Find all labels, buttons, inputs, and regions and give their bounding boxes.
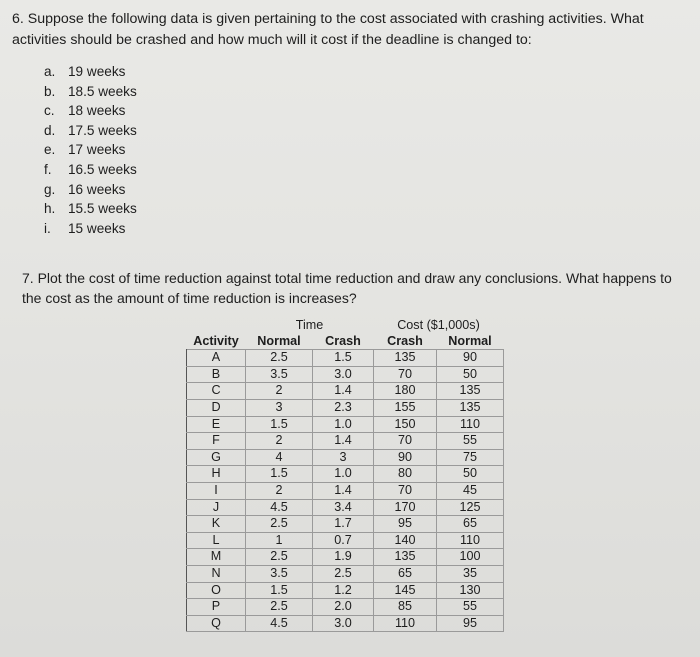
cell-time-crash: 2.0 [313, 599, 374, 616]
cell-cost-normal: 35 [437, 565, 504, 582]
deadline-item [44, 180, 137, 200]
deadline-item [44, 101, 137, 121]
cell-activity: C [187, 383, 246, 400]
cell-cost-crash: 65 [374, 565, 437, 582]
table-row [187, 615, 504, 632]
table-row [187, 383, 504, 400]
header-cost-normal: Normal [448, 333, 492, 348]
cell-time-crash: 3.0 [313, 615, 374, 632]
cell-activity: K [187, 516, 246, 533]
table-header-row [187, 334, 504, 350]
cell-time-crash: 0.7 [313, 532, 374, 549]
cell-time-crash: 1.0 [313, 416, 374, 433]
cell-cost-normal: 50 [437, 466, 504, 483]
cell-time-normal: 4 [246, 449, 313, 466]
cell-time-crash: 1.7 [313, 516, 374, 533]
cell-cost-normal: 65 [437, 516, 504, 533]
cell-cost-crash: 70 [374, 482, 437, 499]
cell-time-crash: 1.5 [313, 350, 374, 367]
cell-cost-normal: 75 [437, 449, 504, 466]
cell-time-crash: 1.4 [313, 482, 374, 499]
question-6-text: 6. Suppose the following data is given pertaining to the cost associated with crashing activities. What activities should be crashed and how much will it cost if the deadline is changed to: [12, 11, 644, 48]
deadline-item-text: 17.5 weeks [68, 122, 137, 138]
cell-time-crash: 1.2 [313, 582, 374, 599]
table-row [187, 399, 504, 416]
header-cost-crash: Crash [387, 333, 423, 348]
cell-cost-crash: 140 [374, 532, 437, 549]
cell-time-normal: 3.5 [246, 366, 313, 383]
crash-cost-table [186, 318, 504, 632]
cell-time-crash: 2.3 [313, 399, 374, 416]
cell-time-normal: 1.5 [246, 416, 313, 433]
cell-cost-normal: 95 [437, 615, 504, 632]
table-row [187, 565, 504, 582]
deadline-item-letter: e. [44, 142, 56, 158]
cell-time-crash: 3.4 [313, 499, 374, 516]
cell-cost-crash: 180 [374, 383, 437, 400]
cell-time-normal: 2.5 [246, 549, 313, 566]
table-row [187, 499, 504, 516]
cell-cost-normal: 100 [437, 549, 504, 566]
cell-cost-normal: 125 [437, 499, 504, 516]
deadline-item-text: 16 weeks [68, 181, 126, 197]
cell-time-normal: 2.5 [246, 516, 313, 533]
table-row [187, 516, 504, 533]
header-activity: Activity [193, 333, 239, 348]
cell-time-crash: 2.5 [313, 565, 374, 582]
cell-cost-crash: 85 [374, 599, 437, 616]
deadline-item-letter: d. [44, 122, 56, 138]
cell-activity: E [187, 416, 246, 433]
cell-time-normal: 3 [246, 399, 313, 416]
table-group-header-row [187, 318, 504, 334]
cell-activity: M [187, 549, 246, 566]
cell-time-normal: 1 [246, 532, 313, 549]
cell-cost-normal: 50 [437, 366, 504, 383]
cell-time-normal: 2 [246, 482, 313, 499]
deadline-item [44, 199, 137, 219]
cell-time-normal: 1.5 [246, 582, 313, 599]
group-header-cost: Cost ($1,000s) [397, 318, 480, 332]
crash-cost-table-wrap [186, 318, 504, 632]
cell-cost-normal: 45 [437, 482, 504, 499]
deadline-item-letter: a. [44, 64, 56, 79]
cell-time-normal: 2 [246, 433, 313, 450]
cell-time-normal: 1.5 [246, 466, 313, 483]
cell-time-crash: 1.9 [313, 549, 374, 566]
header-time-normal: Normal [257, 333, 301, 348]
cell-cost-normal: 130 [437, 582, 504, 599]
question-7-text: 7. Plot the cost of time reduction against total time reduction and draw any conclusions. What happens to the cost as the amount of time reduction is increases? [22, 270, 672, 306]
deadline-item-text: 17 weeks [68, 142, 126, 158]
deadline-item-letter: h. [44, 201, 56, 217]
cell-activity: P [187, 599, 246, 616]
cell-cost-crash: 135 [374, 549, 437, 566]
cell-cost-crash: 150 [374, 416, 437, 433]
table-row [187, 549, 504, 566]
cell-cost-normal: 55 [437, 599, 504, 616]
table-row [187, 466, 504, 483]
cell-cost-crash: 70 [374, 433, 437, 450]
table-row [187, 433, 504, 450]
deadline-item-text: 15 weeks [68, 220, 126, 236]
cell-activity: J [187, 499, 246, 516]
table-row [187, 366, 504, 383]
cell-activity: N [187, 565, 246, 582]
cell-cost-crash: 80 [374, 466, 437, 483]
cell-cost-crash: 145 [374, 582, 437, 599]
cell-activity: F [187, 433, 246, 450]
deadline-item-text: 19 weeks [68, 64, 126, 79]
table-row [187, 482, 504, 499]
deadline-item-letter: c. [44, 103, 55, 119]
cell-activity: G [187, 449, 246, 466]
group-header-empty [187, 318, 246, 334]
table-row [187, 416, 504, 433]
deadline-item [44, 160, 137, 180]
group-header-time: Time [295, 318, 324, 332]
deadline-item-letter: f. [44, 161, 52, 177]
cell-activity: Q [187, 615, 246, 632]
cell-time-normal: 2 [246, 383, 313, 400]
cell-time-crash: 1.0 [313, 466, 374, 483]
deadline-item [44, 140, 137, 160]
cell-cost-crash: 95 [374, 516, 437, 533]
cell-cost-normal: 55 [437, 433, 504, 450]
deadline-item-text: 16.5 weeks [68, 161, 137, 177]
cell-cost-crash: 70 [374, 366, 437, 383]
cell-cost-normal: 135 [437, 383, 504, 400]
cell-cost-normal: 110 [437, 416, 504, 433]
cell-cost-crash: 155 [374, 399, 437, 416]
cell-cost-crash: 135 [374, 350, 437, 367]
cell-cost-crash: 170 [374, 499, 437, 516]
table-row [187, 350, 504, 367]
header-time-crash: Crash [325, 333, 361, 348]
cell-time-crash: 3 [313, 449, 374, 466]
cell-cost-normal: 90 [437, 350, 504, 367]
deadline-item-letter: b. [44, 83, 56, 99]
cell-cost-normal: 110 [437, 532, 504, 549]
cell-activity: D [187, 399, 246, 416]
cell-activity: L [187, 532, 246, 549]
cell-activity: B [187, 366, 246, 383]
deadline-item-text: 18.5 weeks [68, 83, 137, 99]
cell-time-normal: 2.5 [246, 350, 313, 367]
cell-activity: A [187, 350, 246, 367]
cell-time-normal: 4.5 [246, 615, 313, 632]
table-row [187, 449, 504, 466]
cell-activity: H [187, 466, 246, 483]
deadline-item-text: 15.5 weeks [68, 201, 137, 217]
cell-time-crash: 3.0 [313, 366, 374, 383]
table-body [187, 350, 504, 632]
cell-time-normal: 3.5 [246, 565, 313, 582]
cell-time-crash: 1.4 [313, 433, 374, 450]
cell-activity: I [187, 482, 246, 499]
table-row [187, 532, 504, 549]
deadline-item [44, 219, 137, 239]
cell-time-normal: 4.5 [246, 499, 313, 516]
table-row [187, 582, 504, 599]
cell-time-normal: 2.5 [246, 599, 313, 616]
cell-cost-crash: 110 [374, 615, 437, 632]
deadline-item [44, 121, 137, 141]
cell-cost-crash: 90 [374, 449, 437, 466]
deadline-item [44, 62, 137, 82]
cell-cost-normal: 135 [437, 399, 504, 416]
cell-time-crash: 1.4 [313, 383, 374, 400]
deadline-item [44, 82, 137, 102]
cell-activity: O [187, 582, 246, 599]
deadline-item-letter: g. [44, 181, 56, 197]
deadline-item-text: 18 weeks [68, 103, 126, 119]
deadline-list [44, 62, 137, 238]
deadline-item-letter: i. [44, 220, 51, 236]
table-row [187, 599, 504, 616]
